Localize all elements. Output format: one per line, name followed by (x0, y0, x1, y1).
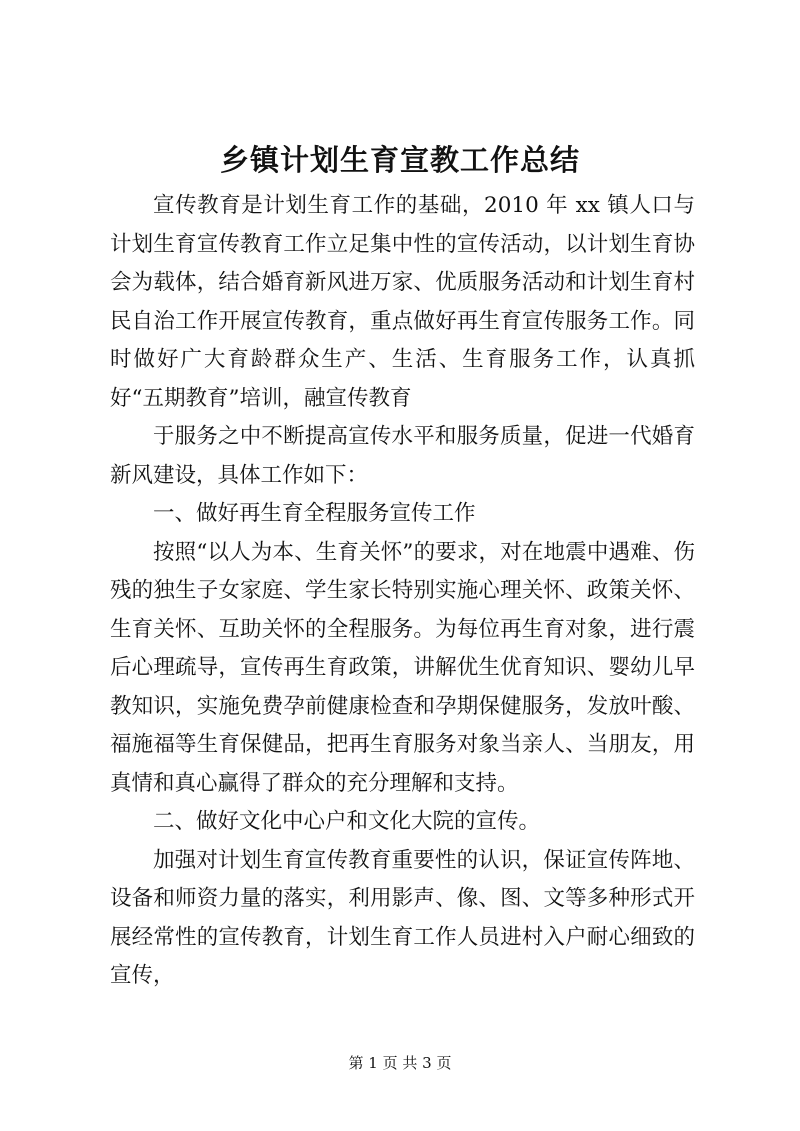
paragraph-intro: 宣传教育是计划生育工作的基础，2010 年 xx 镇人口与计划生育宣传教育工作立足集中性的宣传活动，以计划生育协会为载体，结合婚育新风进万家、优质服务活动和计划生育村民自治工作开展宣传教育，重点做好再生育宣传服务工作。同时做好广大育龄群众生产、生活、生育服务工作，认真抓好“五期教育”培训，融宣传教育 (110, 193, 695, 411)
section-heading-1: 一、做好再生育全程服务宣传工作 (153, 501, 476, 526)
page-footer: 第 1 页 共 3 页 (348, 1054, 452, 1072)
paragraph-section-1: 按照“以人为本、生育关怀”的要求，对在地震中遇难、伤残的独生子女家庭、学生家长特别实施心理关怀、政策关怀、生育关怀、互助关怀的全程服务。为每位再生育对象，进行震后心理疏导，宣传再生育政策，讲解优生优育知识、婴幼儿早教知识，实施免费孕前健康检查和孕期保健服务，发放叶酸、福施福等生育保健品，把再生育服务对象当亲人、当朋友，用真情和真心赢得了群众的充分理解和支持。 (110, 539, 695, 796)
document-title: 乡镇计划生育宣教工作总结 (219, 143, 580, 177)
document-body (110, 187, 695, 996)
paragraph-continuation: 于服务之中不断提高宣传水平和服务质量，促进一代婚育新风建设，具体工作如下： (110, 424, 695, 488)
paragraph-section-2: 加强对计划生育宣传教育重要性的认识，保证宣传阵地、设备和师资力量的落实，利用影声、像、图、文等多种形式开展经常性的宣传教育，计划生育工作人员进村入户耐心细致的宣传， (110, 847, 695, 988)
section-heading-2: 二、做好文化中心户和文化大院的宣传。 (153, 809, 541, 834)
